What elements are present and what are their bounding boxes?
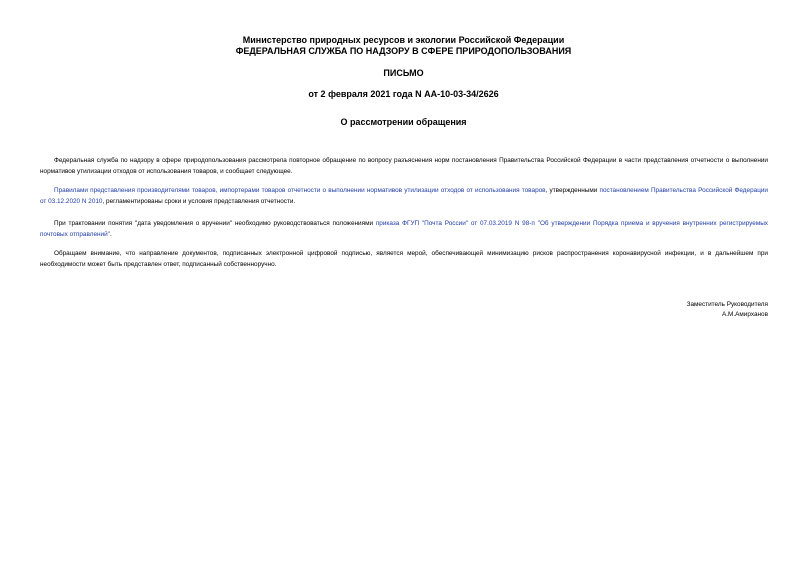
- russian-post-order-link[interactable]: приказа ФГУП "Почта России" от 07.03.2019 N 98-п "Об утверждении Порядка приема и вручения внутренних регистрируемых почтовых отправлений": [40, 220, 768, 238]
- paragraph-3-text-2: .: [109, 230, 112, 238]
- signatory-title: Заместитель Руководителя: [686, 301, 768, 308]
- ministry-name: Министерство природных ресурсов и экологии Российской Федерации: [242, 35, 565, 45]
- document-type: ПИСЬМО: [383, 68, 424, 78]
- paragraph-2-text-1: , утвержденными: [545, 187, 600, 194]
- paragraph-3: [40, 219, 768, 240]
- paragraph-4: Обращаем внимание, что направление документов, подписанных электронной цифровой подписью, является мерой, обеспечивающей минимизацию рисков распространения коронавирусной инфекции, и в дальнейшем при необходимости может быть представлен ответ, подписанный собственноручно.: [40, 250, 768, 268]
- paragraph-3-text-1: При трактовании понятия "дата уведомления о вручении" необходимо руководствоваться положениями: [54, 220, 376, 227]
- paragraph-2: [40, 186, 768, 207]
- paragraph-1: Федеральная служба по надзору в сфере природопользования рассмотрела повторное обращение по вопросу разъяснения норм постановления Правительства Российской Федерации в части представления отчетности о выполнении нормативов утилизации отходов от использования товаров, и сообщает следующее.: [40, 157, 768, 175]
- government-decree-link[interactable]: постановлением Правительства Российской Федерации от 03.12.2020 N 2010: [40, 187, 768, 205]
- signatory-name: А.М.Амирханов: [721, 311, 768, 318]
- rules-link[interactable]: Правилами представления производителями товаров, импортерами товаров отчетности о выполнении нормативов утилизации отходов от использования товаров: [54, 187, 546, 194]
- agency-name: ФЕДЕРАЛЬНАЯ СЛУЖБА ПО НАДЗОРУ В СФЕРЕ ПРИРОДОПОЛЬЗОВАНИЯ: [235, 46, 572, 56]
- document-subject: О рассмотрении обращения: [340, 117, 467, 127]
- document-date-number: от 2 февраля 2021 года N АА-10-03-34/2626: [308, 89, 499, 99]
- paragraph-2-text-2: , регламентированы сроки и условия представления отчетности.: [102, 197, 296, 205]
